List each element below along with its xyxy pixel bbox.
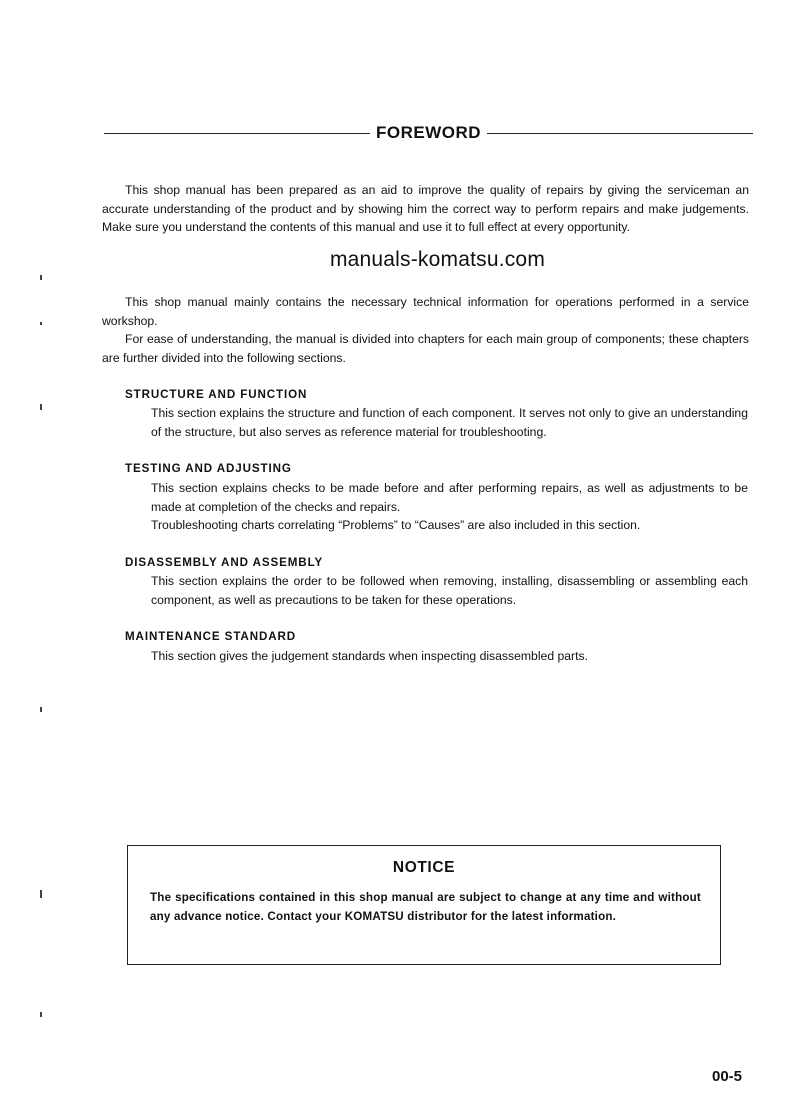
section-heading-testing: TESTING AND ADJUSTING — [125, 462, 292, 475]
intro-text-1: This shop manual has been prepared as an aid to improve the quality of repairs by giving the serviceman an accurate understanding of the product and by showing him the correct way to perform repairs and make judgements. Make sure you understand the contents of this manual and use it to full effect at every opportunity. — [102, 183, 749, 235]
scan-mark — [40, 404, 42, 410]
section-heading-maintenance: MAINTENANCE STANDARD — [125, 630, 297, 643]
scan-mark — [40, 1012, 42, 1017]
intro-paragraph-1 — [102, 181, 749, 237]
intro-text-2: This shop manual mainly contains the necessary technical information for operations performed in a service workshop. — [102, 295, 749, 328]
section-body-maintenance — [151, 647, 748, 666]
section-body-disassembly — [151, 572, 748, 609]
section-body-testing — [151, 479, 748, 535]
page-number: 00-5 — [712, 1068, 743, 1085]
notice-box — [127, 845, 721, 965]
scan-mark — [40, 275, 42, 280]
section-heading-disassembly: DISASSEMBLY AND ASSEMBLY — [125, 556, 324, 569]
notice-text: The specifications contained in this shop manual are subject to change at any time and without any advance notice. Contact your KOMATSU distributor for the latest information. — [150, 891, 701, 923]
intro-text-3: For ease of understanding, the manual is divided into chapters for each main group of components; these chapters are further divided into the following sections. — [102, 332, 749, 365]
section-text: This section gives the judgement standards when inspecting disassembled parts. — [151, 649, 588, 663]
scan-mark — [40, 890, 42, 898]
foreword-header — [104, 122, 753, 144]
scan-mark — [40, 322, 42, 325]
section-text: This section explains the order to be followed when removing, installing, disassembling or assembling each component, as well as precautions to be taken for these operations. — [151, 574, 748, 607]
section-text: This section explains the structure and function of each component. It serves not only to give an understanding of the structure, but also serves as reference material for troubleshooting. — [151, 406, 748, 439]
section-body-structure — [151, 404, 748, 441]
section-text: Troubleshooting charts correlating “Problems” to “Causes” are also included in this section. — [151, 518, 641, 533]
page-title: FOREWORD — [375, 123, 482, 142]
notice-title: NOTICE — [392, 859, 456, 876]
header-rule-left — [104, 133, 370, 134]
watermark-link[interactable]: manuals-komatsu.com — [329, 248, 546, 271]
header-rule-right — [487, 133, 753, 134]
intro-paragraph-2 — [102, 293, 749, 367]
section-text: This section explains checks to be made before and after performing repairs, as well as adjustments to be made at completion of the checks and repairs. — [151, 481, 748, 514]
section-heading-structure: STRUCTURE AND FUNCTION — [125, 388, 308, 401]
scan-mark — [40, 707, 42, 712]
